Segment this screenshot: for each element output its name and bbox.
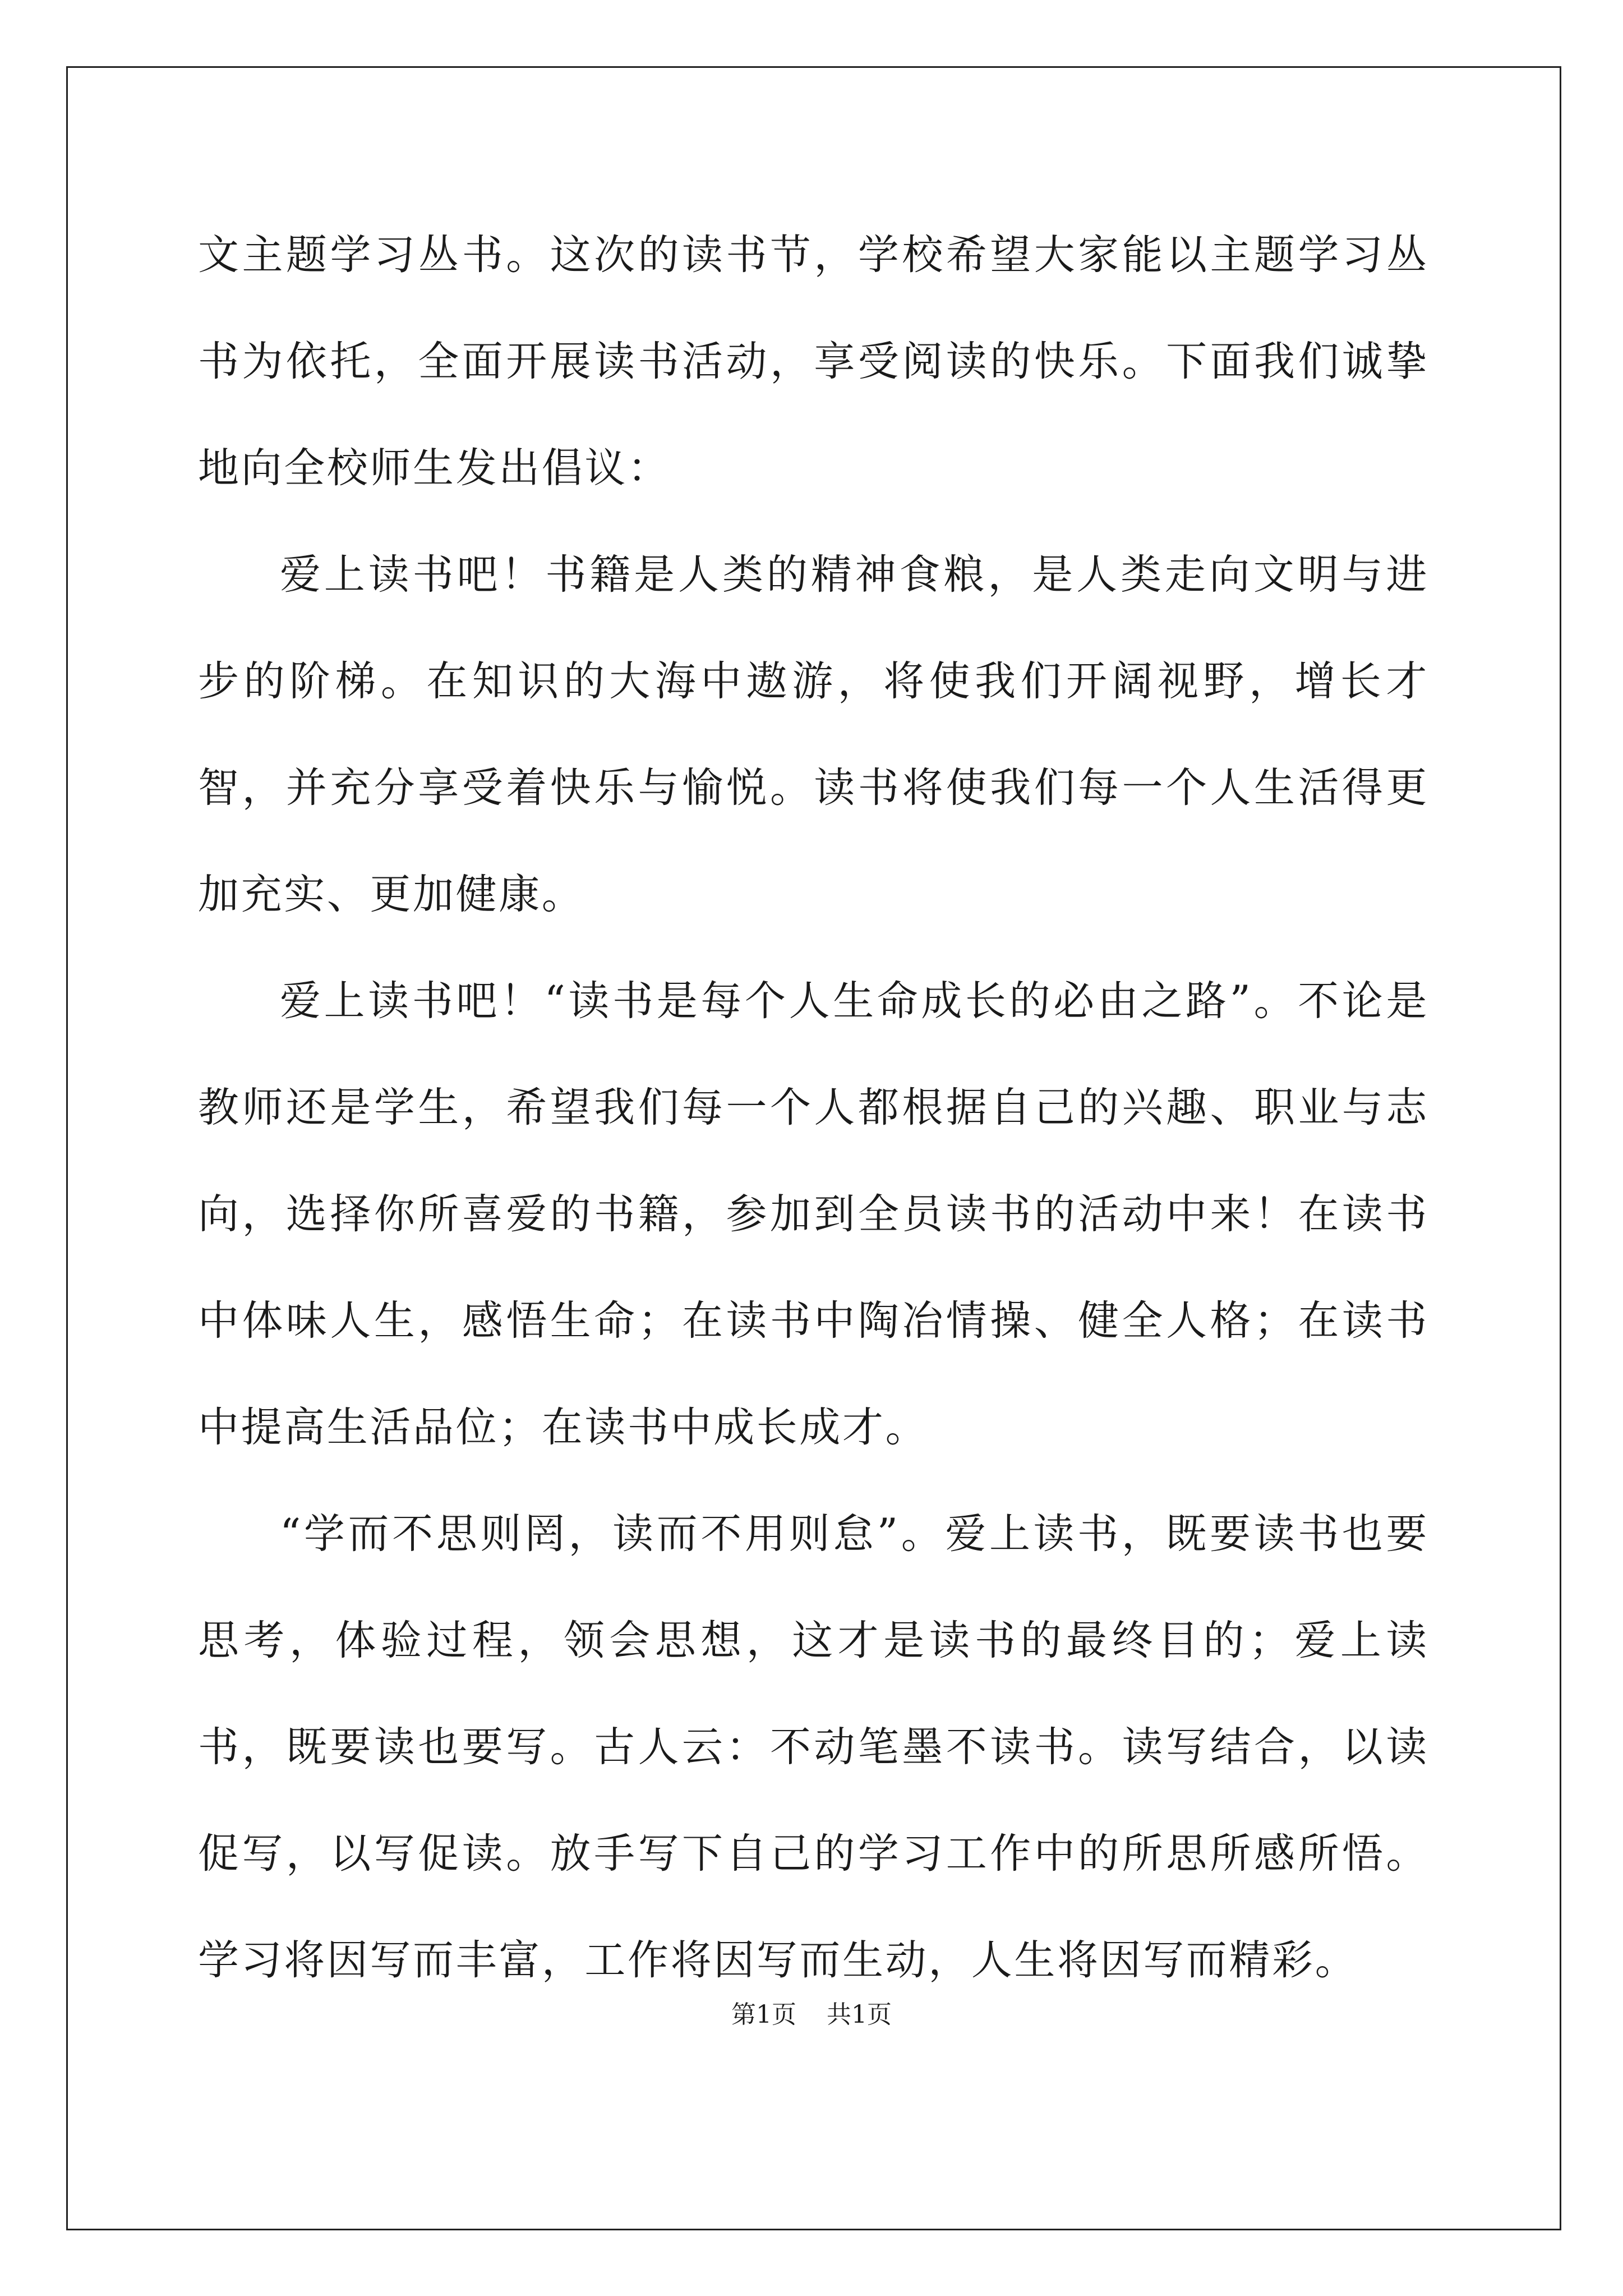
paragraph-1: 文主题学习丛书。这次的读书节，学校希望大家能以主题学习丛书为依托，全面开展读书活动，享受阅读的快乐。下面我们诚挚地向全校师生发出倡议： bbox=[198, 231, 1429, 492]
paragraph-4: “学而不思则罔，读而不用则怠”。爱上读书，既要读书也要思考，体验过程，领会思想，这才是读书的最终目的；爱上读书，既要读也要写。古人云：不动笔墨不读书。读写结合，以读促写，以写促读。放手写下自己的学习工作中的所思所感所悟。学习将因写而丰富，工作将因写而生动，人生将因写而精彩。 bbox=[198, 1510, 1429, 1984]
page-footer bbox=[0, 1998, 1623, 2032]
paragraph-2: 爱上读书吧！书籍是人类的精神食粮，是人类走向文明与进步的阶梯。在知识的大海中遨游，将使我们开阔视野，增长才智，并充分享受着快乐与愉悦。读书将使我们每一个人生活得更加充实、更加健康。 bbox=[198, 551, 1429, 918]
page-number-current: 第1页 bbox=[731, 2000, 796, 2029]
page-number-total: 共1页 bbox=[827, 2000, 892, 2029]
document-body bbox=[198, 202, 1429, 2014]
paragraph-3: 爱上读书吧！“读书是每个人生命成长的必由之路”。不论是教师还是学生，希望我们每一个人都根据自己的兴趣、职业与志向，选择你所喜爱的书籍，参加到全员读书的活动中来！在读书中体味人生，感悟生命；在读书中陶冶情操、健全人格；在读书中提高生活品位；在读书中成长成才。 bbox=[198, 977, 1429, 1451]
